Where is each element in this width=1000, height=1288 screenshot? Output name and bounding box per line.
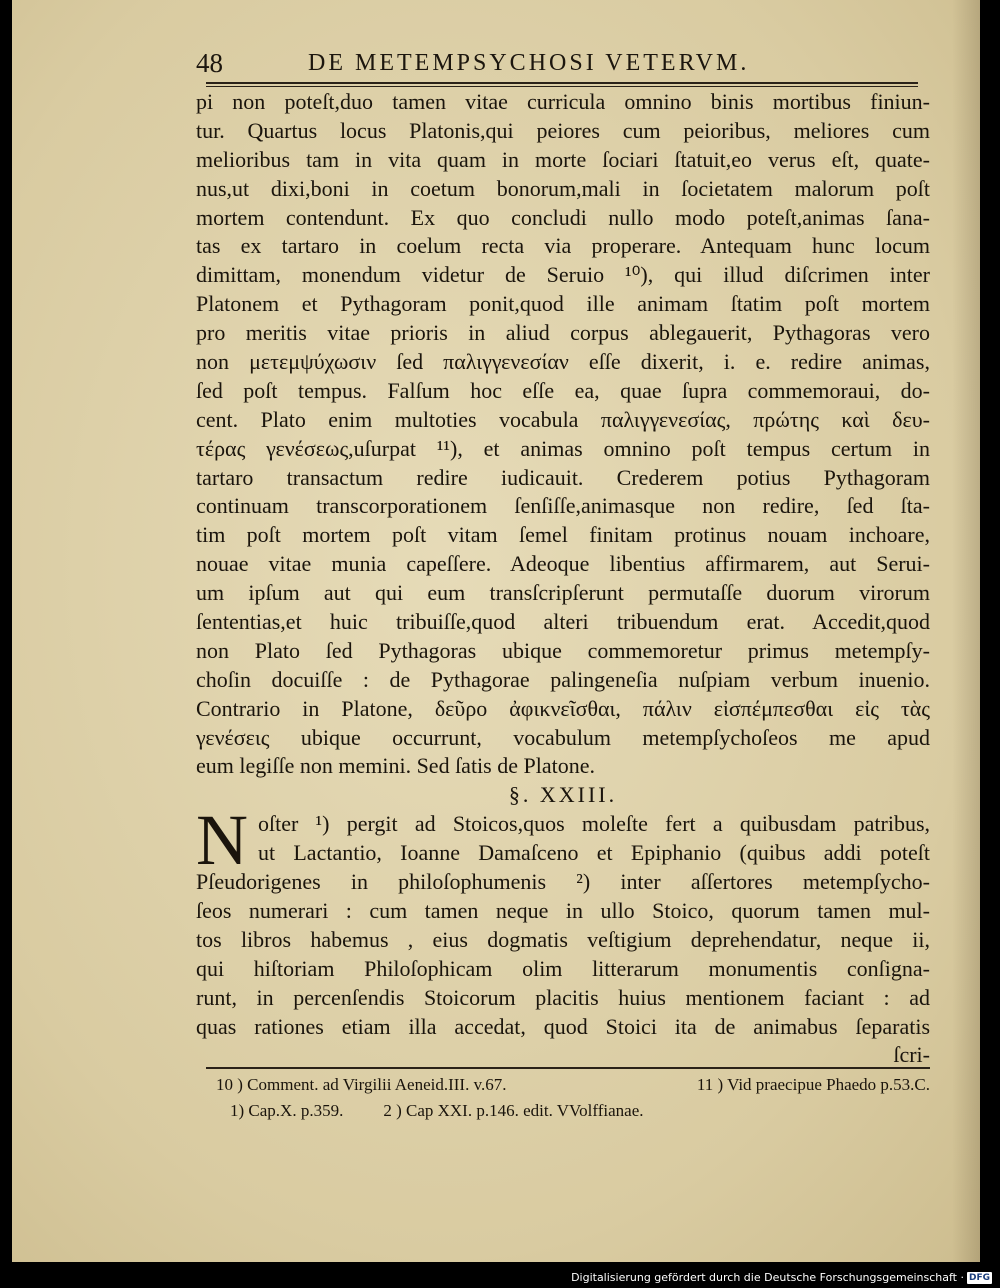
text-line: non Plato ſed Pythagoras ubique commemoretur primus metempſy-: [196, 637, 930, 663]
running-head: [196, 48, 906, 84]
footnotes: [216, 1072, 930, 1124]
catchword: ſcri-: [893, 1042, 930, 1068]
footnote-2: 2 ) Cap XXI. p.146. edit. VVolffianae.: [383, 1101, 644, 1120]
text-line: ſed poſt tempus. Falſum hoc eſſe ea, quae ſupra commemoraui, do-: [196, 377, 930, 403]
text-line: ſententias,et huic tribuiſſe,quod alteri tribuendum erat. Accedit,quod: [196, 609, 930, 635]
text-line: tim poſt mortem poſt vitam ſemel finitam protinus nouam inchoare,: [196, 522, 930, 548]
footnote-rule: [206, 1067, 930, 1069]
main-text: [196, 88, 930, 1070]
text-line: cent. Plato enim multoties vocabula παλιγγενεσίας, πρώτης καὶ δευ-: [196, 406, 930, 432]
text-line: tur. Quartus locus Platonis,qui peiores cum peioribus, meliores cum: [196, 117, 930, 143]
text-line: non μετεμψύχωσιν ſed παλιγγενεσίαν eſſe dixerit, i. e. redire animas,: [196, 349, 930, 375]
section-heading: §. XXIII.: [508, 782, 618, 808]
text-line: Pſeudorigenes in philoſophumenis ²) inter aſſertores metempſycho-: [196, 869, 930, 895]
text-line: tas ex tartaro in coelum recta via properare. Antequam hunc locum: [196, 233, 930, 259]
header-rule: [206, 82, 918, 87]
text-line: runt, in percenſendis Stoicorum placitis huius mentionem faciant : ad: [196, 984, 930, 1010]
footnote-row: [216, 1098, 930, 1124]
text-line: continuam transcorporationem ſenſiſſe,animasque non redire, ſed ſta-: [196, 493, 930, 519]
text-line: pi non poteſt,duo tamen vitae curricula omnino binis mortibus finiun-: [196, 89, 930, 114]
text-line: ut Lactantio, Ioanne Damaſceno et Epiphanio (quibus addi poteſt: [258, 840, 930, 866]
text-line: melioribus tam in vita quam in morte ſociari ſtatuit,eo verus eſt, quate-: [196, 146, 930, 172]
digitization-credit: [571, 1271, 992, 1284]
footnote-row: [216, 1072, 930, 1098]
footnote-1: 1) Cap.X. p.359.: [230, 1101, 344, 1120]
text-line: um ipſum aut qui eum transſcripſerunt permutaſſe duorum virorum: [196, 580, 930, 606]
text-line: qui hiſtoriam Philoſophicam olim litterarum monumentis conſigna-: [196, 955, 930, 981]
text-line: nouae vitae munia capeſſere. Adeoque libentius affirmarem, aut Serui-: [196, 551, 930, 577]
footnote-10: 10 ) Comment. ad Virgilii Aeneid.III. v.67.: [216, 1075, 507, 1094]
text-line: Platonem et Pythagoram ponit,quod ille animam ſtatim poſt mortem: [196, 291, 930, 317]
page-edge-shadow: [952, 0, 980, 1262]
text-line: Contrario in Platone, δεῦρο ἀφικνεῖσθαι, πάλιν εἰσπέμπεσθαι εἰς τὰς: [196, 695, 930, 721]
credit-text: Digitalisierung gefördert durch die Deutsche Forschungsgemeinschaft ·: [571, 1271, 964, 1284]
text-line: dimittam, monendum videtur de Seruio ¹⁰), qui illud diſcrimen inter: [196, 262, 930, 288]
text-line: quas rationes etiam illa accedat, quod Stoici ita de animabus ſeparatis: [196, 1013, 930, 1039]
text-line: mortem contendunt. Ex quo concludi nullo modo poteſt,animas ſana-: [196, 204, 930, 230]
text-line: τέρας γενέσεως,uſurpat ¹¹), et animas omnino poſt tempus certum in: [196, 435, 930, 461]
page-number: 48: [196, 48, 223, 78]
text-line: oſter ¹) pergit ad Stoicos,quos moleſte fert a quibusdam patribus,: [258, 811, 930, 837]
text-line: ſeos numerari : cum tamen neque in ullo Stoico, quorum tamen mul-: [196, 897, 930, 923]
dfg-logo-icon: DFG: [968, 1272, 990, 1283]
text-line: nus,ut dixi,boni in coetum bonorum,mali in ſocietatem malorum poſt: [196, 175, 930, 201]
text-line: γενέσεις ubique occurrunt, vocabulum metempſychoſeos me apud: [196, 724, 930, 750]
text-line: choſin docuiſſe : de Pythagorae palingeneſia nuſpiam verbum inuenio.: [196, 666, 930, 692]
text-line: pro meritis vitae prioris in aliud corpus ablegauerit, Pythagoras vero: [196, 320, 930, 346]
running-title: DE METEMPSYCHOSI VETERVM.: [308, 50, 750, 76]
text-line: tos libros habemus , eius dogmatis veſtigium deprehendatur, neque ii,: [196, 926, 930, 952]
text-line: eum legiſſe non memini. Sed ſatis de Platone.: [196, 753, 595, 779]
text-line: tartaro transactum redire iudicauit. Crederem potius Pythagoram: [196, 464, 930, 490]
drop-cap: N: [196, 800, 248, 880]
footnote-11: 11 ) Vid praecipue Phaedo p.53.C.: [696, 1075, 930, 1094]
